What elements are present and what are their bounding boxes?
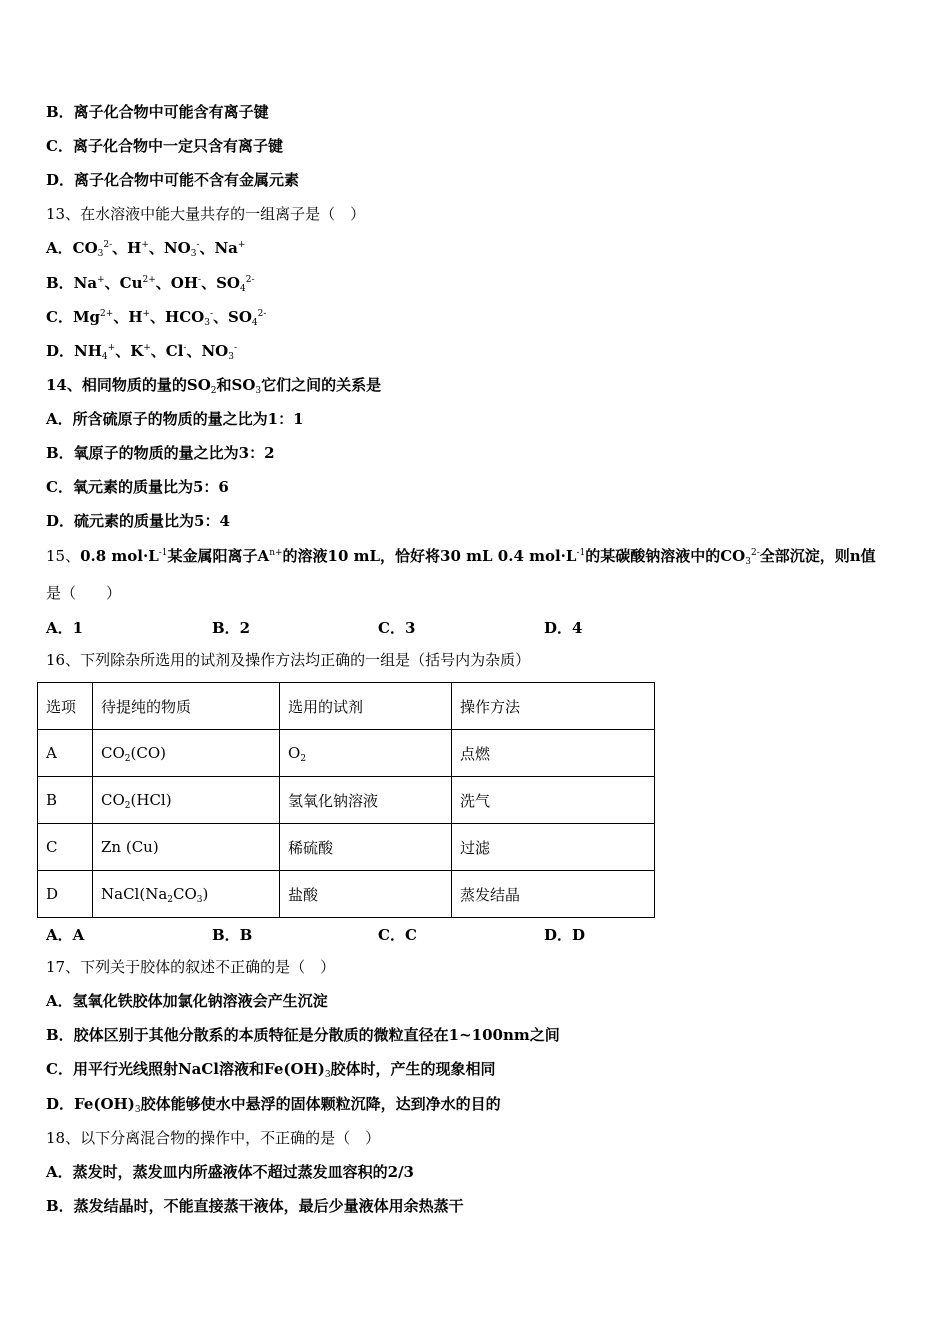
text-line [46, 307, 266, 327]
text-segment: 、Na [199, 239, 238, 257]
text-line [46, 204, 365, 224]
text-segment: NaCl(Na [101, 885, 168, 903]
text-segment: D．硫元素的质量比为5：4 [46, 512, 230, 530]
table-cell [452, 824, 655, 871]
text-line [46, 957, 335, 977]
text-segment: CO [101, 744, 125, 762]
option-c: C．C [378, 926, 417, 944]
table-cell [93, 824, 280, 871]
text-segment: - [196, 240, 200, 250]
table-cell [38, 730, 93, 777]
header-cell: 操作方法 [452, 683, 655, 730]
table-row [38, 777, 655, 824]
text-segment: 3 [324, 1070, 331, 1080]
text-segment: ) [202, 885, 209, 903]
text-line [46, 136, 283, 156]
text-segment: 4 [101, 352, 108, 362]
table-cell [280, 777, 452, 824]
header-cell: 选用的试剂 [280, 683, 452, 730]
text-segment: 2 [167, 895, 173, 905]
text-line [46, 409, 304, 429]
text-segment: D．离子化合物中可能不含有金属元素 [46, 171, 300, 189]
text-segment: 4 [251, 318, 258, 328]
text-segment: 、K [115, 342, 144, 360]
option-d: D．4 [544, 619, 583, 637]
table-cell [38, 824, 93, 871]
option-a: A．A [46, 926, 85, 944]
text-line [46, 1094, 501, 1114]
text-segment: 稀硫酸 [288, 838, 334, 857]
text-segment: 、Cl [150, 342, 184, 360]
text-line [46, 1059, 496, 1079]
text-segment: B．离子化合物中可能含有离子键 [46, 103, 269, 121]
text-segment: C．氧元素的质量比为5：6 [46, 478, 229, 496]
text-segment: O [288, 744, 301, 762]
text-segment: A．所含硫原子的物质的量之比为1：1 [46, 410, 304, 428]
option-c: C．3 [378, 619, 416, 637]
text-segment: 、HCO [150, 308, 205, 326]
text-segment: 盐酸 [288, 885, 319, 904]
text-line [46, 650, 530, 670]
text-segment: 3 [190, 249, 197, 259]
text-segment: 全部沉淀，则n值 [759, 547, 876, 565]
text-segment: D．NH [46, 342, 102, 360]
text-segment: 、Cu [104, 274, 143, 292]
table-cell [452, 871, 655, 918]
text-segment: B．Na [46, 274, 98, 292]
text-line [46, 341, 237, 361]
text-line [46, 583, 121, 603]
table-header-row [38, 683, 655, 730]
text-segment: n+ [269, 548, 283, 558]
text-segment: 3 [134, 1105, 141, 1115]
text-segment: (HCl) [130, 791, 172, 809]
text-segment: 2 [124, 801, 131, 811]
text-segment: 2+ [100, 309, 114, 319]
text-segment: + [141, 240, 149, 250]
text-segment: + [237, 240, 246, 250]
text-segment: + [143, 343, 151, 353]
text-segment: 15、 [46, 547, 81, 565]
text-segment: 、OH [155, 274, 199, 292]
text-segment: 2 [300, 754, 307, 764]
text-line [46, 375, 381, 395]
text-segment: 的某碳酸钠溶液中的CO [585, 547, 746, 565]
text-segment: B．蒸发结晶时，不能直接蒸干液体，最后少量液体用余热蒸干 [46, 1197, 464, 1215]
table-row [38, 730, 655, 777]
text-segment: CO [101, 791, 125, 809]
text-segment: - [209, 309, 214, 319]
table-cell [280, 730, 452, 777]
text-segment: 的溶液10 mL，恰好将30 mL 0.4 mol·L [282, 547, 577, 565]
text-line [46, 1196, 464, 1216]
text-segment: C．Mg [46, 308, 101, 326]
text-segment: -1 [158, 548, 168, 558]
text-segment: 2+ [142, 275, 156, 285]
text-segment: - [198, 275, 202, 285]
text-line [46, 238, 245, 258]
text-segment: 过滤 [460, 838, 491, 857]
table-row [38, 824, 655, 871]
table-row [38, 871, 655, 918]
text-segment: A．蒸发时，蒸发皿内所盛液体不超过蒸发皿容积的2/3 [46, 1163, 414, 1181]
text-segment: C．离子化合物中一定只含有离子键 [46, 137, 283, 155]
text-segment: 洗气 [460, 791, 491, 810]
text-segment: 蒸发结晶 [460, 885, 521, 904]
option-b: B．B [212, 926, 253, 944]
text-segment: 3 [745, 557, 751, 567]
text-segment: - [233, 343, 238, 353]
text-segment: 3 [228, 352, 234, 362]
text-line [46, 477, 229, 497]
text-line [46, 273, 255, 293]
text-segment: 4 [240, 284, 246, 294]
text-segment: 胶体能够使水中悬浮的固体颗粒沉降，达到净水的目的 [140, 1095, 501, 1113]
text-segment: 、H [113, 308, 143, 326]
text-segment: 某金属阳离子A [167, 547, 270, 565]
text-segment: 、H [112, 239, 142, 257]
table-cell [93, 871, 280, 918]
text-segment: 17、下列关于胶体的叙述不正确的是（ ） [46, 958, 336, 976]
text-segment: 2- [257, 309, 267, 319]
text-segment: C．用平行光线照射NaCl溶液和Fe(OH) [46, 1060, 325, 1078]
text-segment: D．Fe(OH) [46, 1095, 135, 1113]
header-cell: 选项 [38, 683, 93, 730]
table-cell [280, 824, 452, 871]
impurity-removal-table [37, 682, 655, 918]
text-line [46, 991, 328, 1011]
text-segment: 3 [97, 249, 104, 259]
text-line [46, 170, 299, 190]
text-segment: 是（ ） [46, 584, 122, 602]
text-segment: + [97, 275, 105, 285]
text-segment: 胶体时，产生的现象相同 [330, 1060, 496, 1078]
text-segment: A [46, 744, 57, 762]
text-segment: 和SO [216, 376, 256, 394]
table-cell [38, 777, 93, 824]
text-segment: - [183, 343, 187, 353]
text-segment: 、SO [201, 274, 240, 292]
option-d: D．D [544, 926, 586, 944]
text-line [46, 1025, 560, 1045]
text-segment: A．CO [46, 239, 98, 257]
text-line [46, 443, 275, 463]
text-segment: 16、下列除杂所选用的试剂及操作方法均正确的一组是（括号内为杂质） [46, 651, 531, 669]
table-cell [452, 730, 655, 777]
text-segment: 3 [255, 386, 262, 396]
text-segment: 、NO [186, 342, 229, 360]
text-segment: B．胶体区别于其他分散系的本质特征是分散质的微粒直径在1~100nm之间 [46, 1026, 560, 1044]
text-segment: (CO) [130, 744, 166, 762]
text-segment: 3 [196, 895, 203, 905]
text-line [46, 1162, 414, 1182]
text-line [46, 511, 230, 531]
text-segment: 2- [750, 548, 760, 558]
text-segment: 、NO [148, 239, 191, 257]
text-segment: 14、相同物质的量的SO [46, 376, 211, 394]
text-segment: Zn (Cu) [101, 838, 159, 856]
text-segment: 2- [245, 275, 255, 285]
text-segment: 2 [210, 386, 217, 396]
text-segment: 点燃 [460, 744, 491, 763]
text-segment: 13、在水溶液中能大量共存的一组离子是（ ） [46, 205, 366, 223]
text-line [46, 546, 876, 566]
text-segment: 2- [103, 240, 113, 250]
text-segment: 18、以下分离混合物的操作中，不正确的是（ ） [46, 1129, 381, 1147]
text-segment: 氢氧化钠溶液 [288, 791, 379, 810]
option-b: B．2 [212, 619, 251, 637]
text-segment: 2 [124, 754, 131, 764]
table-cell [38, 871, 93, 918]
text-line [46, 1128, 380, 1148]
table-cell [280, 871, 452, 918]
table-cell [93, 777, 280, 824]
text-segment: 0.8 mol·L [80, 547, 159, 565]
text-segment: C [46, 838, 58, 856]
text-segment: B．氧原子的物质的量之比为3：2 [46, 444, 275, 462]
text-segment: + [142, 309, 151, 319]
text-segment: CO [173, 885, 197, 903]
text-segment: -1 [576, 548, 586, 558]
header-cell: 待提纯的物质 [93, 683, 280, 730]
text-segment: 、SO [213, 308, 252, 326]
table-cell [93, 730, 280, 777]
option-a: A．1 [46, 619, 84, 637]
text-segment: 它们之间的关系是 [261, 376, 382, 394]
text-segment: D [46, 885, 59, 903]
table-cell [452, 777, 655, 824]
text-line [46, 102, 269, 122]
text-segment: 3 [204, 318, 210, 328]
text-segment: B [46, 791, 58, 809]
text-segment: + [107, 343, 116, 353]
text-segment: A．氢氧化铁胶体加氯化钠溶液会产生沉淀 [46, 992, 328, 1010]
